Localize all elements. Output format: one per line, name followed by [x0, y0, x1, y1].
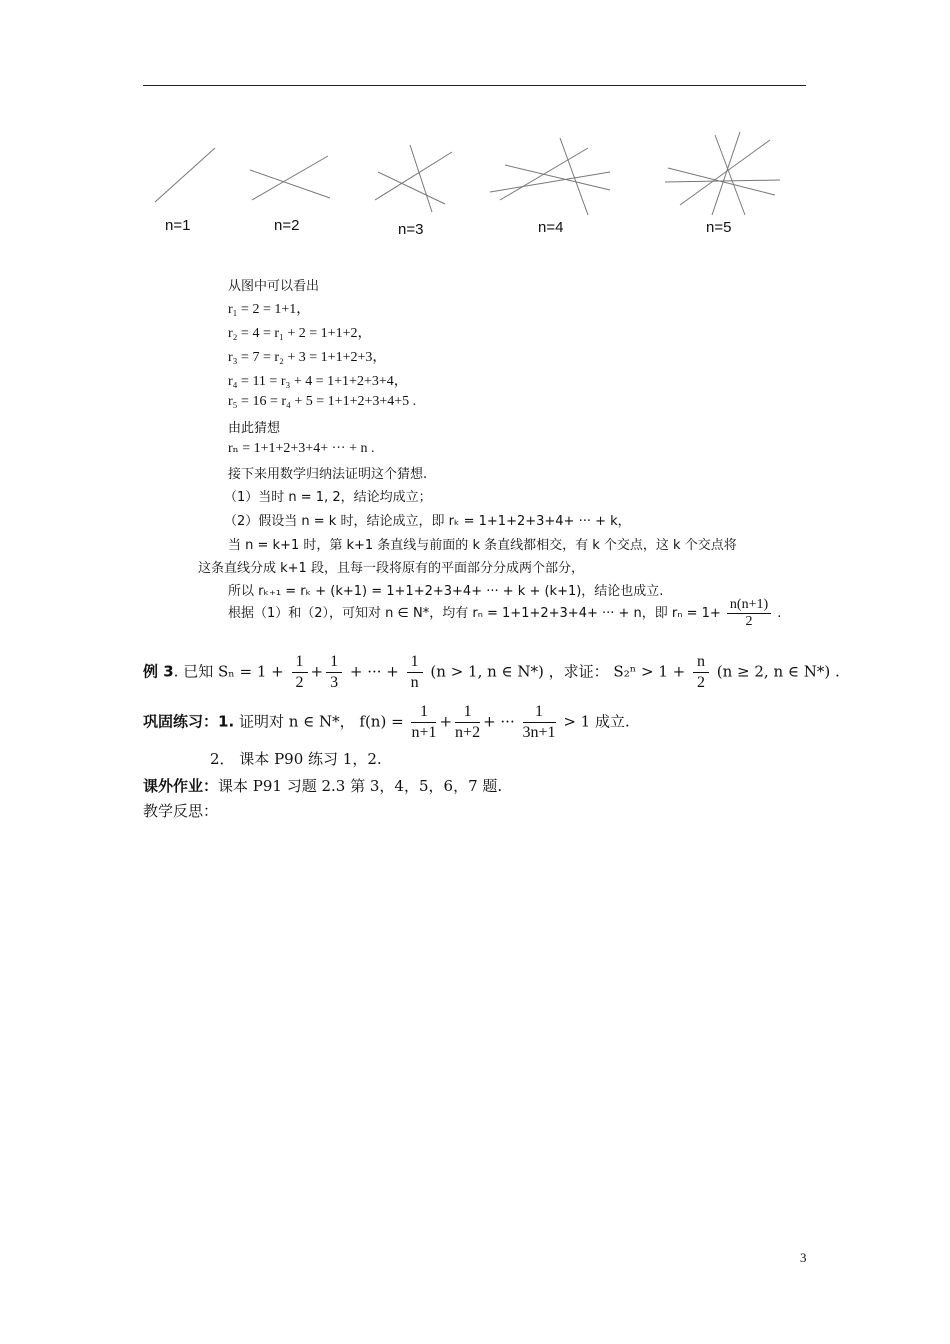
- g2-num: 1: [455, 702, 480, 723]
- line-n5-e: [712, 132, 740, 215]
- proof-next: 接下来用数学归纳法证明这个猜想.: [228, 467, 428, 482]
- line-n4-b: [505, 165, 610, 190]
- conclusion-fraction: [727, 597, 771, 630]
- practice-item-1: 巩固练习：1. 证明对 n ∈ N*， f(n) = $\frac{1}{n+1}$ + $\frac{1}{n+2}$ + ··· $\frac{1}{3n+1}$ > 1 成立.: [143, 703, 630, 741]
- example-fraction-1: [292, 652, 308, 693]
- proof-r3: r₃ = 7 = r₂ + 3 = 1+1+2+3，: [228, 350, 387, 365]
- figure-label-n4: n=4: [538, 219, 564, 236]
- f3-num: 1: [407, 652, 423, 673]
- practice-mid: + ···: [483, 712, 515, 731]
- proof-step4: 所以 rₖ₊₁ = rₖ + (k+1) = 1+1+2+3+4+ ··· + k + (k+1)，结论也成立.: [228, 584, 664, 599]
- example-cond2: (n ≥ 2, n ∈ N*) .: [716, 662, 840, 681]
- conclusion-text: 根据（1）和（2），可知对 n ∈ N*，均有 rₙ = 1+1+2+3+4+ ··· + n，即 rₙ = 1+: [228, 606, 721, 621]
- g3-den: 3n+1: [522, 724, 556, 741]
- proof-step3a: 当 n = k+1 时，第 k+1 条直线与前面的 k 条直线都相交，有 k 个交点，这 k 个交点将: [228, 538, 737, 553]
- example-fraction-2: [326, 652, 342, 693]
- proof-guess-intro: 由此猜想: [228, 421, 281, 436]
- example-label: 例 3: [143, 662, 174, 681]
- proof-step2: （2）假设当 n = k 时，结论成立，即 rₖ = 1+1+2+3+4+ ··· + k，: [224, 514, 631, 529]
- homework: [143, 775, 502, 796]
- line-n3-c: [410, 145, 432, 212]
- conclusion-denominator: 2: [745, 614, 753, 629]
- line-n5-c: [715, 135, 745, 215]
- f1-den: 2: [295, 674, 304, 691]
- g2-den: n+2: [455, 724, 481, 741]
- proof-r2: r₂ = 4 = r₁ + 2 = 1+1+2，: [228, 326, 372, 341]
- g3-num: 1: [523, 702, 556, 723]
- f2-num: 1: [326, 652, 342, 673]
- line-n5-d: [680, 140, 770, 205]
- proof-r4: r₄ = 11 = r₃ + 4 = 1+1+2+3+4，: [228, 374, 408, 389]
- practice-fraction-3: [523, 702, 556, 743]
- practice-item1-post: > 1 成立.: [563, 712, 630, 731]
- f2-den: 3: [330, 674, 339, 691]
- line-n4-d: [500, 148, 588, 200]
- example-text-pre: . 已知 Sₙ = 1 +: [173, 662, 284, 681]
- homework-label: 课外作业：: [143, 777, 219, 795]
- homework-text: 课本 P91 习题 2.3 第 3，4，5，6，7 题.: [218, 777, 503, 795]
- f4-den: 2: [696, 674, 705, 691]
- example-fraction-3: [407, 652, 423, 693]
- proof-r1: r₁ = 2 = 1+1，: [228, 302, 311, 317]
- practice-item-2: 2． 课本 P90 练习 1，2.: [210, 750, 382, 768]
- practice-fraction-2: [455, 702, 480, 743]
- practice-label: 巩固练习：: [143, 712, 219, 731]
- conclusion-numerator: n(n+1): [727, 597, 771, 614]
- proof-guess: rₙ = 1+1+2+3+4+ ··· + n .: [228, 441, 375, 456]
- conclusion-period: .: [777, 606, 782, 621]
- proof-conclusion: [228, 597, 781, 630]
- f3-den: n: [410, 674, 419, 691]
- reflection-label: 教学反思：: [143, 802, 219, 820]
- example-3: 例 3. 已知 Sₙ = 1 + $\frac{1}{2}$ + $\frac{1}{3}$ + ··· + $\frac{1}{n}$ (n > 1, n ∈ N*) ，求证： S₂ⁿ > 1 + $\frac{n}{2}$ (n ≥ 2, n ∈ N*) .: [143, 653, 840, 691]
- f4-num: n: [693, 652, 709, 673]
- example-cond: (n > 1, n ∈ N*) ，求证： S₂ⁿ > 1 +: [430, 662, 686, 681]
- example-fraction-4: [693, 652, 709, 693]
- proof-step3b: 这条直线分成 k+1 段，且每一段将原有的平面部分分成两个部分，: [198, 561, 584, 576]
- example-mid: + ··· +: [349, 662, 399, 681]
- practice-item1-pre: 证明对 n ∈ N*， f(n) =: [238, 712, 404, 731]
- figure-label-n3: n=3: [398, 221, 424, 238]
- figure-label-n1: n=1: [165, 217, 191, 234]
- page-number: 3: [800, 1250, 807, 1265]
- g1-den: n+1: [411, 724, 437, 741]
- proof-step1: （1）当时 n = 1, 2，结论均成立；: [224, 490, 432, 505]
- figure-label-n5: n=5: [706, 219, 732, 236]
- figure-label-n2: n=2: [274, 217, 300, 234]
- g1-num: 1: [411, 702, 436, 723]
- f1-num: 1: [292, 652, 308, 673]
- practice-fraction-1: [411, 702, 436, 743]
- proof-intro: 从图中可以看出: [228, 279, 320, 294]
- header-rule: [143, 85, 806, 86]
- line-n4-a: [490, 172, 610, 192]
- line-n1: [155, 148, 215, 202]
- lines-figure: [140, 120, 800, 220]
- proof-r5: r₅ = 16 = r₄ + 5 = 1+1+2+3+4+5 .: [228, 394, 417, 409]
- practice-item1-num: 1.: [218, 712, 235, 731]
